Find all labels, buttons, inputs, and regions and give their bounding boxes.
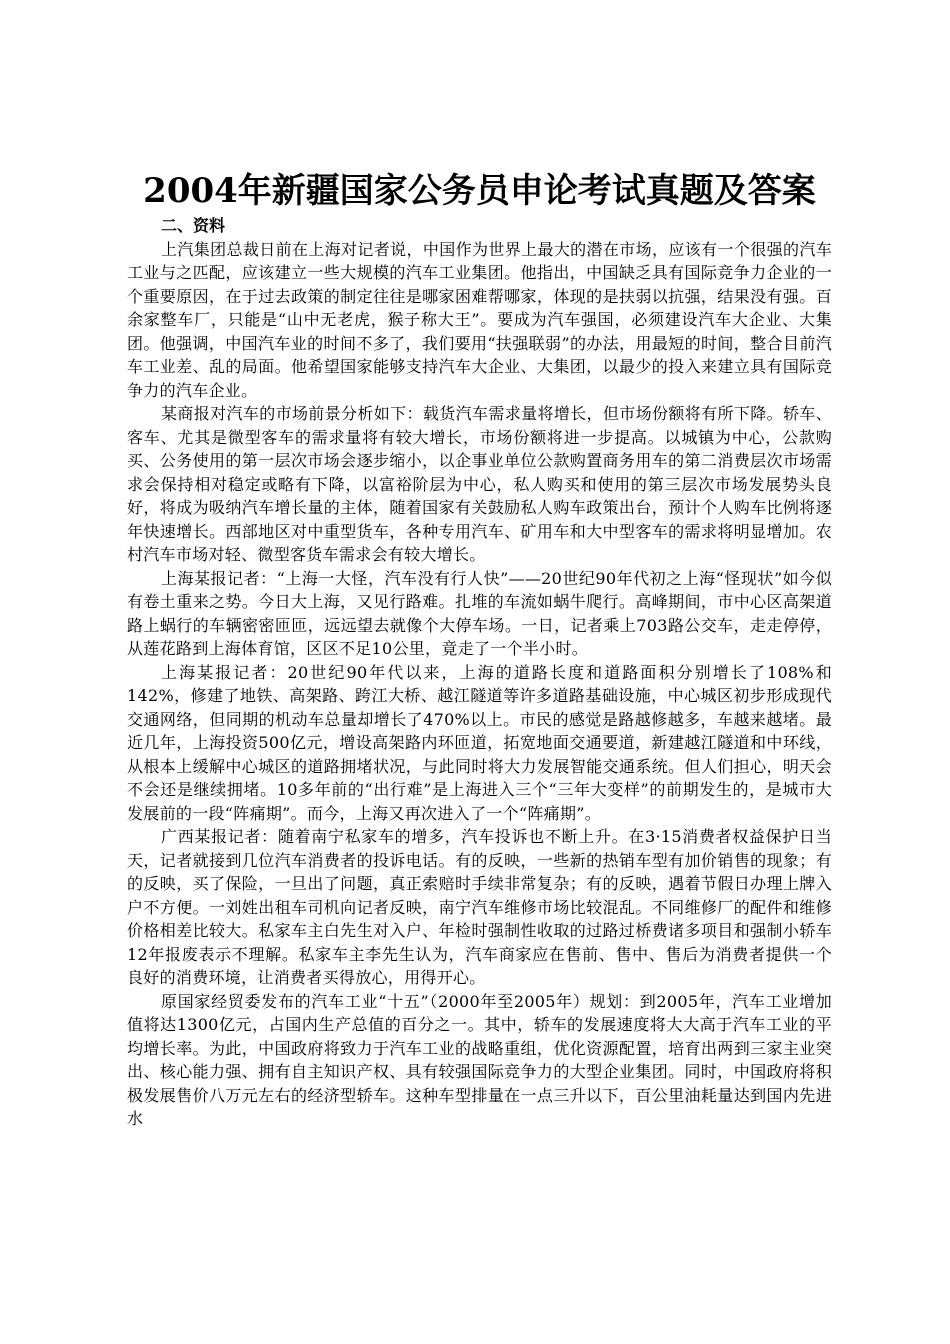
- paragraph-3: 上海某报记者：“上海一大怪，汽车没有行人快”——20世纪90年代初之上海“怪现状”如今似有卷土重来之势。今日大上海，又见行路难。扎堆的车流如蜗牛爬行。高峰期间，市中心区高架道路上蜗行的车辆密密匝匝，远远望去就像个大停车场。一日，记者乘上703路公交车，走走停停，从莲花路到上海体育馆，区区不足10公里，竟走了一个半小时。: [127, 568, 832, 658]
- paragraph-1: 上汽集团总裁日前在上海对记者说，中国作为世界上最大的潜在市场，应该有一个很强的汽车工业与之匹配，应该建立一些大规模的汽车工业集团。他指出，中国缺乏具有国际竞争力企业的一个重要原因，在于过去政策的制定往往是哪家困难帮哪家，体现的是扶弱以抗强，结果没有强。百余家整车厂，只能是“山中无老虎，猴子称大王”。要成为汽车强国，必须建设汽车大企业、大集团。他强调，中国汽车业的时间不多了，我们要用“扶强联弱”的办法，用最短的时间，整合目前汽车工业差、乱的局面。他希望国家能够支持汽车大企业、大集团，以最少的投入来建立具有国际竞争力的汽车企业。: [127, 239, 832, 400]
- paragraph-6: 原国家经贸委发布的汽车工业“十五”（2000年至2005年）规划：到2005年，汽车工业增加值将达1300亿元，占国内生产总值的百分之一。其中，轿车的发展速度将大大高于汽车工业的平均增长率。为此，中国政府将致力于汽车工业的战略重组，优化资源配置，培育出两到三家主业突出、核心能力强、拥有自主知识产权、具有较强国际竞争力的大型企业集团。同时，中国政府将积极发展售价八万元左右的经济型轿车。这种车型排量在一点三升以下，百公里油耗量达到国内先进水: [127, 991, 832, 1128]
- paragraph-2: 某商报对汽车的市场前景分析如下：载货汽车需求量将增长，但市场份额将有所下降。轿车、客车、尤其是微型客车的需求量将有较大增长，市场份额将进一步提高。以城镇为中心，公款购买、公务使用的第一层次市场会逐步缩小，以企事业单位公款购置商务用车的第二消费层次市场需求会保持相对稳定或略有下降，以富裕阶层为中心，私人购买和使用的第三层次市场发展势头良好，将成为吸纳汽车增长量的主体，随着国家有关鼓励私人购车政策出台，预计个人购车比例将逐年快速增长。西部地区对中重型货车，各种专用汽车、矿用车和大中型客车的需求将明显增加。农村汽车市场对轻、微型客货车需求会有较大增长。: [127, 404, 832, 564]
- document-title: 2004年新疆国家公务员申论考试真题及答案: [143, 171, 816, 211]
- document-page: [127, 168, 832, 1131]
- section-heading: 二、资料: [161, 216, 226, 235]
- paragraph-5: 广西某报记者：随着南宁私家车的增多，汽车投诉也不断上升。在3·15消费者权益保护日当天，记者就接到几位汽车消费者的投诉电话。有的反映，一些新的热销车型有加价销售的现象；有的反映，买了保险，一旦出了问题，真正索赔时手续非常复杂；有的反映，遇着节假日办理上牌入户不方便。一刘姓出租车司机向记者反映，南宁汽车维修市场比较混乱。不同维修厂的配件和维修价格相差比较大。私家车主白先生对入户、年检时强制性收取的过路过桥费诸多项目和强制小轿车12年报废表示不理解。私家车主李先生认为，汽车商家应在售前、售中、售后为消费者提供一个良好的消费环境，让消费者买得放心，用得开心。: [127, 827, 832, 987]
- paragraph-4: 上海某报记者：20世纪90年代以来，上海的道路长度和道路面积分别增长了108%和142%，修建了地铁、高架路、跨江大桥、越江隧道等许多道路基础设施，中心城区初步形成现代交通网络，但同期的机动车总量却增长了470%以上。市民的感觉是路越修越多，车越来越堵。最近几年，上海投资500亿元，增设高架路内环匝道，拓宽地面交通要道，新建越江隧道和中环线，从根本上缓解中心城区的道路拥堵状况，与此同时将大力发展智能交通系统。但人们担心，明天会不会还是继续拥堵。10多年前的“出行难”是上海进入三个“三年大变样”的前期发生的，是城市大发展前的一段“阵痛期”。而今，上海又再次进入了一个“阵痛期”。: [127, 662, 832, 823]
